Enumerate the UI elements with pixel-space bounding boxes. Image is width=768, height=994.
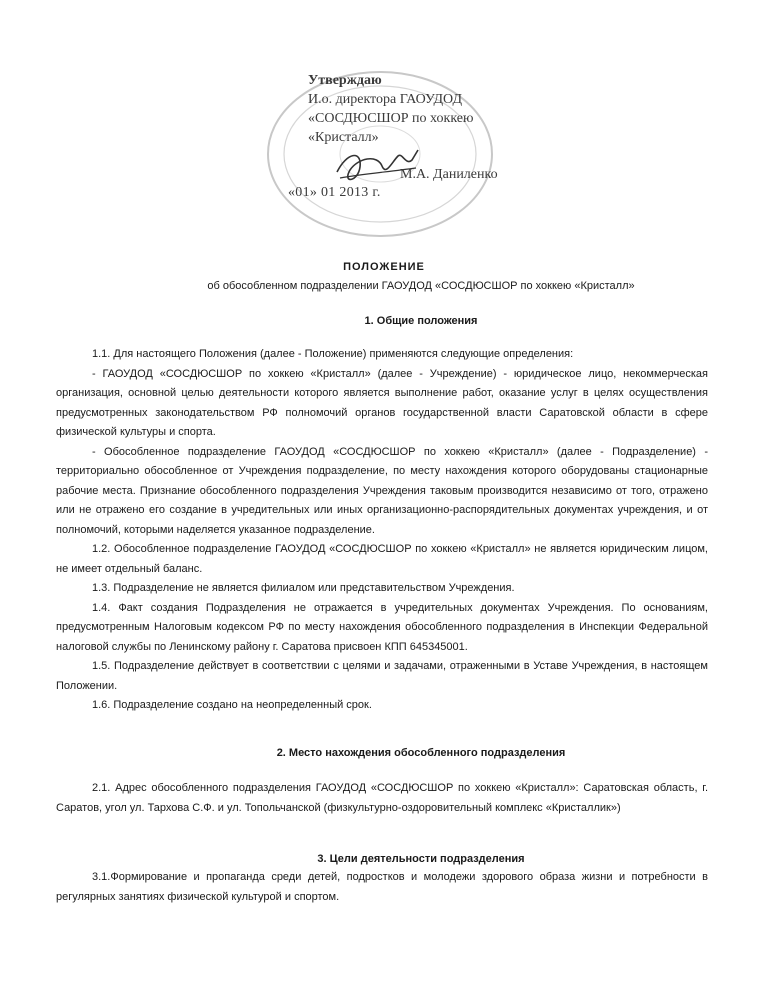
section-3-heading: 3. Цели деятельности подразделения [317, 853, 525, 865]
approval-date: «01» 01 2013 г. [288, 185, 381, 200]
paragraph: 1.4. Факт создания Подразделения не отражается в учредительных документах Учреждения. По основаниям, предусмотренным Налоговым кодексом РФ по месту нахождения обособленного подразделения в Инспекции Федеральной налоговой службы по Ленинскому району г. Саратова присвоен КПП 645345001. [56, 601, 708, 653]
paragraph: 1.1. Для настоящего Положения (далее - Положение) применяются следующие определения: [92, 348, 574, 360]
paragraph: - ГАОУДОД «СОСДЮСШОР по хоккею «Кристалл» (далее - Учреждение) - юридическое лицо, некоммерческая организация, основной целью деятельности которого является выполнение работ, оказание услуг в целях осуществления предусмотренных законодательством РФ полномочий органов государственной власти Саратовской области в сфере физической культуры и спорта. [56, 367, 708, 438]
paragraph: 2.1. Адрес обособленного подразделения ГАОУДОД «СОСДЮСШОР по хоккею «Кристалл»: Саратовская область, г. Саратов, угол ул. Тархова С.Ф. и ул. Топольчанской (физкультурно-оздоровительный комплекс «Кристаллик») [56, 782, 708, 814]
document-title: ПОЛОЖЕНИЕ [343, 261, 425, 273]
paragraph: 1.2. Обособленное подразделение ГАОУДОД «СОСДЮСШОР по хоккею «Кристалл» не является юридическим лицом, не имеет отдельный баланс. [56, 543, 708, 575]
paragraph: 1.6. Подразделение создано на неопределенный срок. [92, 699, 372, 711]
section-1-body [56, 345, 708, 716]
approver-position: «Кристалл» [308, 130, 379, 145]
section-1-heading: 1. Общие положения [364, 315, 478, 327]
document-subtitle: об обособленном подразделении ГАОУДОД «СОСДЮСШОР по хоккею «Кристалл» [207, 280, 635, 292]
section-3-body [56, 868, 708, 907]
approval-block [260, 62, 530, 252]
paragraph: 1.5. Подразделение действует в соответствии с целями и задачами, отраженными в Уставе Учреждения, в настоящем Положении. [56, 660, 708, 692]
approver-position: «СОСДЮСШОР по хоккею [308, 111, 474, 126]
paragraph: 1.3. Подразделение не является филиалом или представительством Учреждения. [92, 582, 515, 594]
approve-label: Утверждаю [308, 73, 382, 88]
signatory-name: М.А. Даниленко [400, 167, 498, 182]
paragraph: 3.1.Формирование и пропаганда среди детей, подростков и молодежи здорового образа жизни и потребности в регулярных занятиях физической культурой и спортом. [56, 871, 708, 903]
section-2-heading: 2. Место нахождения обособленного подразделения [276, 747, 566, 759]
section-2-body [56, 779, 708, 818]
paragraph: - Обособленное подразделение ГАОУДОД «СОСДЮСШОР по хоккею «Кристалл» (далее - Подразделение) - территориально обособленное от Учреждения подразделение, по месту нахождения которого оборудованы стационарные рабочие места. Признание обособленного подразделения Учреждения таковым производится независимо от того, отражено или не отражено его создание в учредительных или иных организационно-распорядительных документах учреждения, и от полномочий, которыми наделяется указанное подразделение. [56, 445, 708, 536]
approver-position: И.о. директора ГАОУДОД [308, 92, 463, 107]
